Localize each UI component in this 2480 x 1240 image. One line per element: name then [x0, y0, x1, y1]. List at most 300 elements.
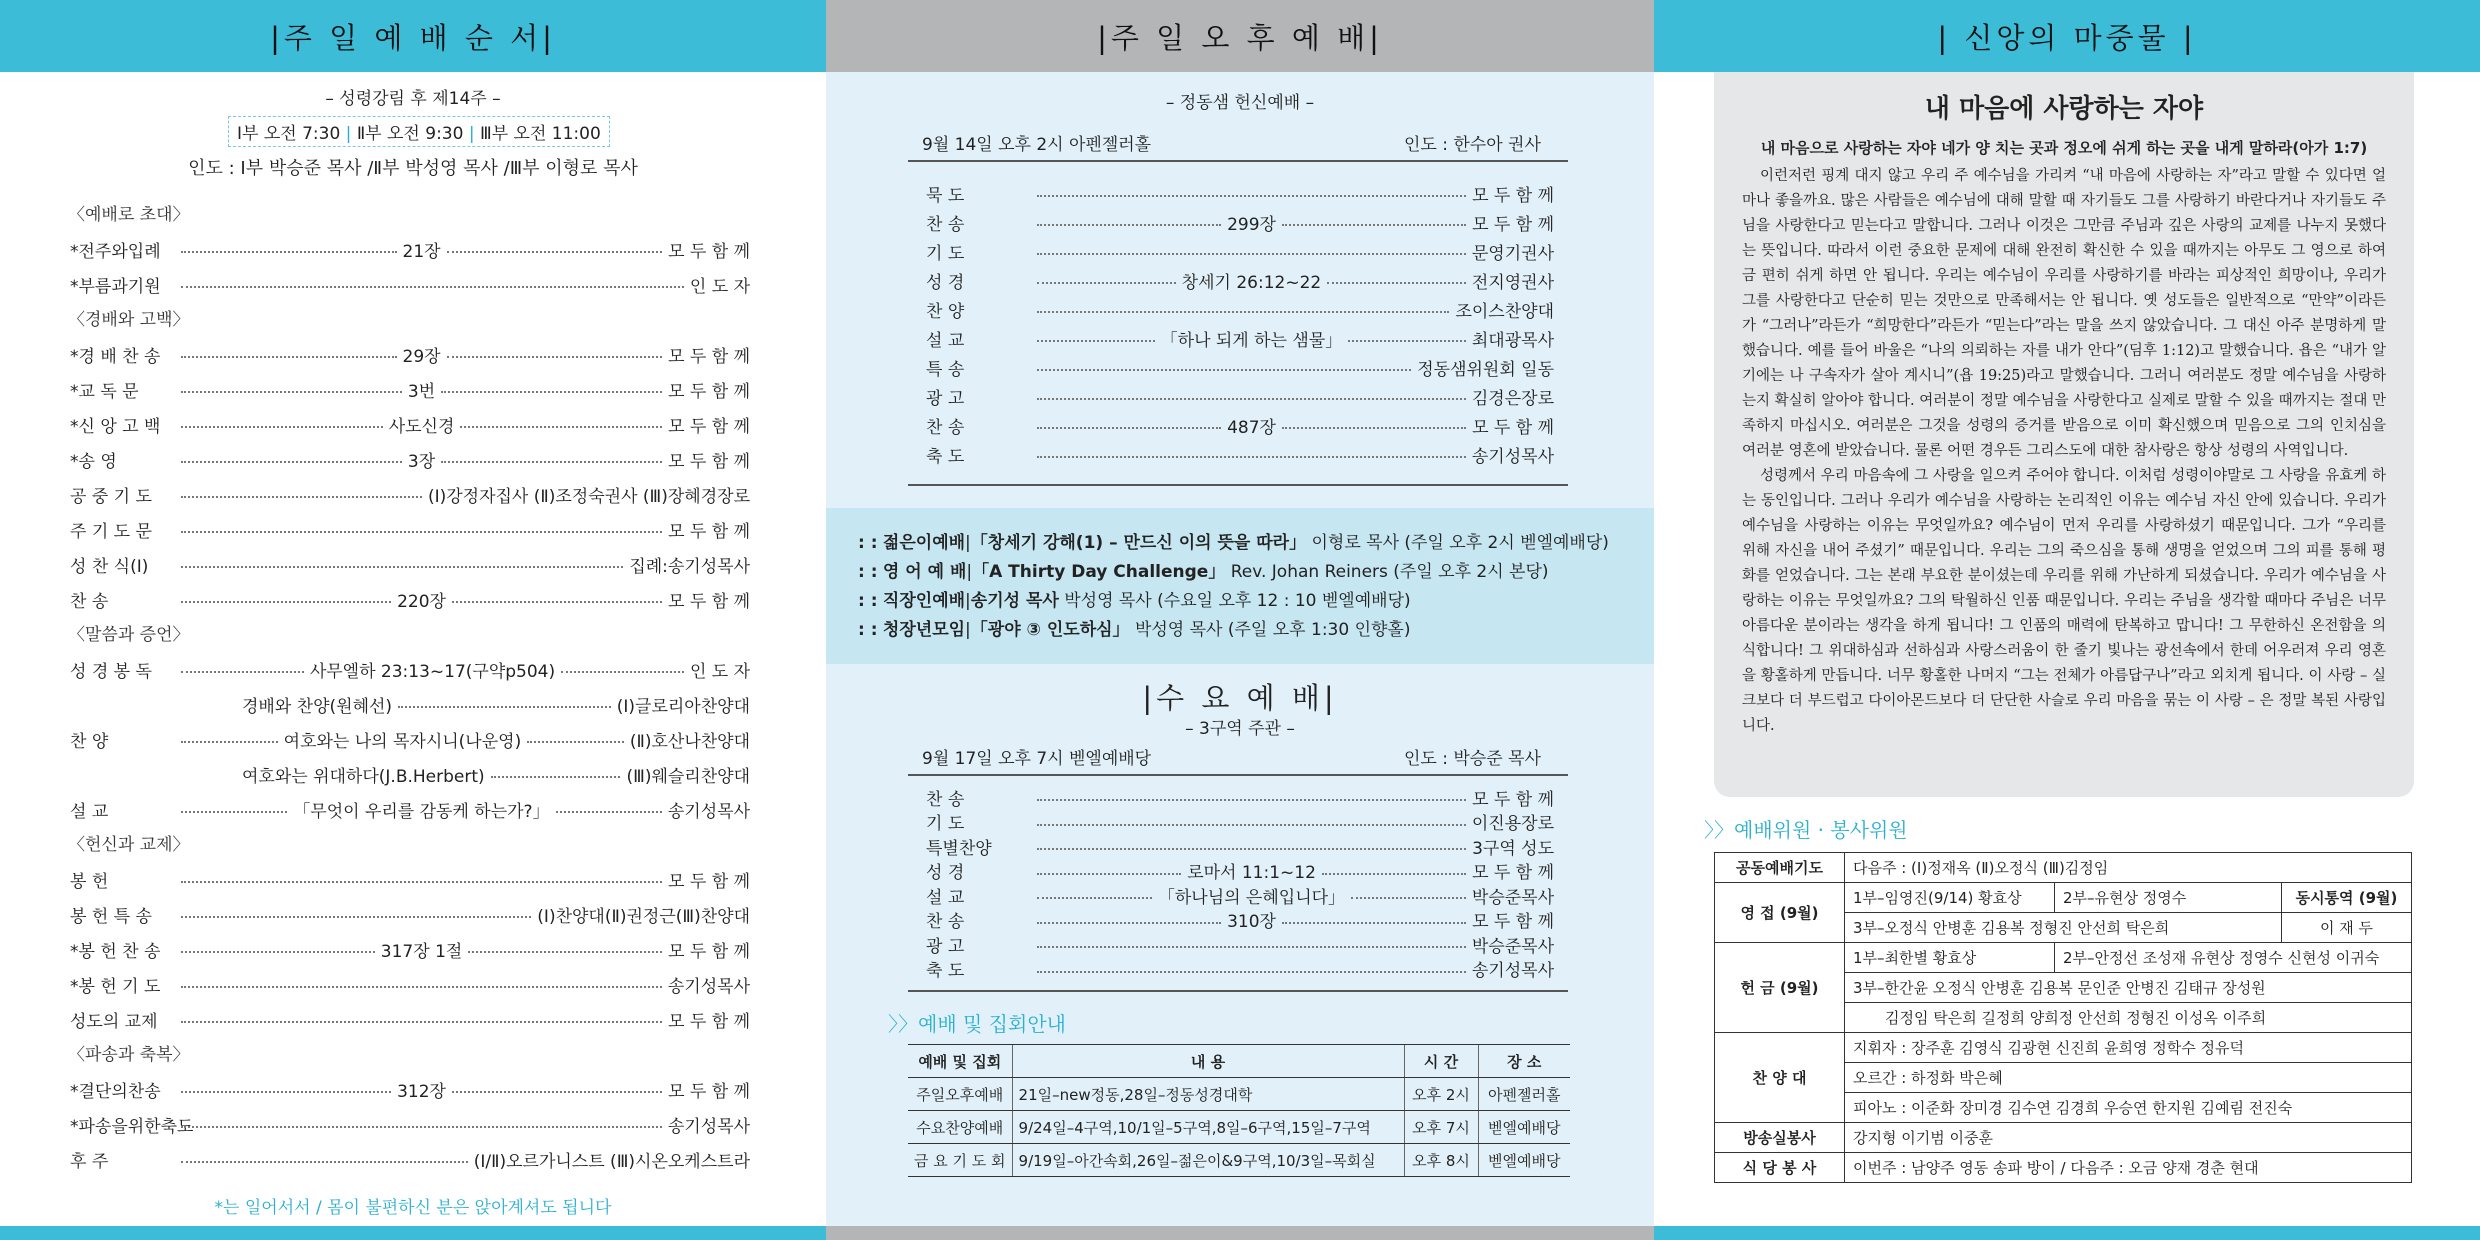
order-row — [70, 376, 750, 402]
table-row — [1715, 943, 2412, 973]
notice-item — [858, 586, 1411, 611]
dot-leader — [181, 566, 623, 568]
dot-leader — [1348, 340, 1466, 342]
order-label: 봉 헌 — [70, 871, 109, 892]
order-person: 모 두 함 께 — [1472, 214, 1554, 235]
staff-value: 김정임 탁은희 길정희 양희정 안선희 정형진 이성옥 이주희 — [1845, 1003, 2412, 1033]
order-value: 220장 — [397, 591, 446, 612]
dot-leader — [527, 741, 624, 743]
order-row — [70, 411, 750, 437]
dot-leader — [447, 356, 663, 358]
table-row — [1715, 1123, 2412, 1153]
dot-leader — [181, 811, 287, 813]
order-label: *결단의찬송 — [70, 1081, 161, 1102]
guide-cell: 9/19일–아간속회,26일–젊은이&9구역,10/3일–목회실 — [1012, 1144, 1404, 1177]
staff-label: 영 접 (9월) — [1715, 883, 1845, 943]
dot-leader — [1037, 873, 1181, 875]
time-separator: | — [345, 124, 352, 144]
staff-value: 강지형 이기범 이중훈 — [1845, 1123, 2412, 1153]
afternoon-worship-column — [826, 0, 1654, 1240]
dot-leader — [181, 286, 684, 288]
order-person: 송기성목사 — [667, 976, 750, 997]
staff-value: 이 재 두 — [2282, 913, 2412, 943]
dot-leader — [181, 531, 662, 533]
afternoon-leader: 인도 : 한수아 권사 — [1404, 135, 1541, 155]
order-label: 찬 송 — [926, 214, 965, 235]
wednesday-date: 9월 17일 오후 7시 벧엘예배당 — [922, 749, 1152, 769]
order-person: 인 도 자 — [689, 661, 751, 682]
dot-leader — [181, 461, 402, 463]
order-row — [70, 481, 750, 507]
guide-header: 장 소 — [1478, 1045, 1570, 1078]
dot-leader — [441, 391, 662, 393]
service-leaders: 인도 : Ⅰ부 박승준 목사 /Ⅱ부 박성영 목사 /Ⅲ부 이형로 목사 — [188, 158, 638, 179]
order-row — [926, 956, 1554, 982]
divider — [908, 484, 1568, 486]
table-row — [1715, 1033, 2412, 1063]
order-row — [70, 551, 750, 577]
order-person: (Ⅰ)강정자집사 (Ⅱ)조정숙권사 (Ⅲ)장혜경장로 — [427, 486, 750, 507]
order-row — [70, 1146, 750, 1172]
notice-prefix: : : — [858, 533, 878, 553]
order-person: (Ⅱ)호산나찬양대 — [629, 731, 751, 752]
dot-leader — [491, 776, 621, 778]
dot-leader — [1351, 897, 1466, 899]
order-person: 박승준목사 — [1471, 887, 1555, 908]
order-label: 공 중 기 도 — [70, 486, 152, 507]
worship-order-column — [0, 0, 826, 1240]
order-label: 찬 송 — [70, 591, 109, 612]
standing-note: *는 일어서서 / 몸이 불편하신 분은 앉아계셔도 됩니다 — [214, 1198, 612, 1218]
order-row — [926, 907, 1554, 933]
dot-leader — [556, 811, 662, 813]
notice-prefix: : : — [858, 562, 878, 582]
staff-label: 방송실봉사 — [1715, 1123, 1845, 1153]
dot-leader — [460, 426, 662, 428]
order-person: 모 두 함 께 — [668, 871, 750, 892]
dot-leader — [1282, 922, 1466, 924]
order-label: 묵 도 — [926, 185, 965, 206]
devotional-title: | 신앙의 마중물 | — [1654, 0, 2480, 72]
order-label: 성도의 교제 — [70, 1011, 158, 1032]
guide-header: 시 간 — [1404, 1045, 1478, 1078]
footer-bar — [826, 1226, 1654, 1240]
guide-header-row — [908, 1045, 1570, 1078]
order-label: *부름과기원 — [70, 276, 161, 297]
staff-value: 2부–안정선 조성재 유현상 정영수 신현성 이귀숙 — [2055, 943, 2412, 973]
notice-item — [858, 557, 1549, 582]
order-row — [926, 784, 1554, 810]
guide-cell: 수요찬양예배 — [908, 1111, 1012, 1144]
service-time-3: Ⅲ부 오전 11:00 — [479, 124, 601, 144]
dot-leader — [398, 706, 611, 708]
order-value: 경배와 찬양(원혜선) — [242, 696, 393, 717]
order-row — [926, 882, 1554, 908]
order-label: *전주와입례 — [70, 241, 161, 262]
notice-sep: | — [965, 591, 971, 611]
dot-leader — [1037, 311, 1449, 313]
notice-text: 「광야 ③ 인도하심」 — [970, 620, 1130, 640]
order-person: 문영기권사 — [1471, 243, 1554, 264]
staff-table — [1714, 852, 2412, 1183]
order-label: 찬 송 — [926, 912, 965, 932]
order-label: 축 도 — [926, 446, 965, 467]
dot-leader — [1037, 971, 1466, 973]
order-person: 인 도 자 — [689, 276, 750, 297]
order-label: 찬 송 — [926, 789, 965, 810]
notice-item — [858, 528, 1609, 553]
order-row — [70, 236, 750, 262]
staff-label: 헌 금 (9월) — [1715, 943, 1845, 1033]
table-row — [1715, 883, 2412, 913]
order-person: 송기성목사 — [1471, 961, 1554, 981]
staff-value: 피아노 : 이준화 장미경 김수연 김경희 우승연 한지원 김예림 전진숙 — [1845, 1093, 2412, 1123]
order-row — [926, 412, 1554, 438]
order-value: 487장 — [1227, 417, 1276, 438]
guide-cell: 오후 7시 — [1404, 1111, 1478, 1144]
order-person: (Ⅰ)글로리아찬양대 — [616, 696, 750, 717]
dot-leader — [1037, 369, 1411, 371]
order-value: 3장 — [407, 451, 436, 472]
dot-leader — [1322, 873, 1466, 875]
order-person: 모 두 함 께 — [668, 941, 751, 962]
dot-leader — [1282, 427, 1466, 429]
dot-leader — [181, 1091, 391, 1093]
dot-leader — [181, 986, 662, 988]
notice-text: 「창세기 강해(1) – 만드신 이의 뜻을 따라」 — [970, 533, 1307, 553]
order-person: 정동샘위원회 일동 — [1417, 359, 1554, 380]
notice-text: 송기성 목사 — [970, 591, 1059, 611]
order-row — [70, 761, 750, 787]
dot-leader — [181, 391, 402, 393]
notice-name: 영 어 예 배 — [882, 562, 967, 582]
order-label: 기 도 — [926, 243, 965, 264]
order-person: 집례:송기성목사 — [629, 556, 750, 577]
order-value: 317장 1절 — [380, 941, 463, 962]
notice-text: 「A Thirty Day Challenge」 — [972, 562, 1226, 582]
guide-header: 예배 및 집회 — [908, 1045, 1012, 1078]
table-row — [1715, 1153, 2412, 1183]
order-label: *신 앙 고 백 — [70, 416, 161, 437]
order-person: 모 두 함 께 — [1472, 789, 1554, 810]
order-label: *교 독 문 — [70, 381, 139, 402]
section-offering: 〈헌신과 교제〉 — [68, 835, 190, 855]
table-row — [908, 1111, 1570, 1144]
notice-prefix: : : — [858, 620, 878, 640]
order-label: *경 배 찬 송 — [70, 346, 161, 367]
order-value: 여호와는 나의 목자시니(나운영) — [283, 731, 522, 752]
order-value: 「하나님의 은혜입니다」 — [1157, 887, 1346, 908]
order-person: 3구역 성도 — [1472, 838, 1554, 859]
service-times — [228, 116, 610, 147]
dot-leader — [181, 1021, 662, 1023]
order-person: 모 두 함 께 — [1472, 863, 1555, 883]
order-label: 찬 양 — [926, 301, 965, 322]
dot-leader — [181, 881, 662, 883]
order-value: 312장 — [397, 1081, 446, 1102]
dot-leader — [181, 1126, 662, 1128]
divider — [908, 160, 1568, 162]
order-label: *파송을위한축도 — [70, 1116, 194, 1137]
dot-leader — [1037, 922, 1221, 924]
order-row — [926, 325, 1554, 351]
dot-leader — [441, 461, 662, 463]
order-row — [70, 516, 750, 542]
dot-leader — [1037, 946, 1466, 948]
guide-cell: 금 요 기 도 회 — [908, 1144, 1012, 1177]
order-row — [70, 936, 750, 962]
staff-value: 1부–임영진(9/14) 황효상 — [1845, 883, 2055, 913]
order-label: 광 고 — [926, 388, 965, 409]
staff-value: 지휘자 : 장주훈 김영식 김광현 신진희 윤희영 정학수 정유덕 — [1845, 1033, 2412, 1063]
order-person: (Ⅰ/Ⅱ)오르가니스트 (Ⅲ)시온오케스트라 — [473, 1151, 750, 1172]
notice-sep: | — [965, 620, 971, 640]
table-row — [1715, 853, 2412, 883]
dot-leader — [1037, 427, 1221, 429]
section-worship: 〈경배와 고백〉 — [68, 310, 190, 330]
guide-cell: 벧엘예배당 — [1478, 1111, 1570, 1144]
guide-title: 〉〉예배 및 집회안내 — [888, 1012, 1066, 1036]
dot-leader — [1037, 224, 1221, 226]
order-person: 모 두 함 께 — [668, 241, 750, 262]
wednesday-subtitle: – 3구역 주관 – — [1185, 719, 1295, 739]
service-time-2: Ⅱ부 오전 9:30 — [356, 124, 464, 144]
order-row — [926, 383, 1554, 409]
table-row — [908, 1078, 1570, 1111]
staff-value: 오르간 : 하정화 박은혜 — [1845, 1063, 2412, 1093]
notice-detail: 박성영 목사 (주일 오후 1:30 인향홀) — [1134, 620, 1411, 640]
notice-detail: 박성영 목사 (수요일 오후 12 : 10 벧엘예배당) — [1064, 591, 1411, 611]
staff-value: 3부–오정식 안병훈 김용복 정형진 안선희 탁은희 — [1845, 913, 2282, 943]
order-person: 모 두 함 께 — [1472, 912, 1554, 932]
guide-header: 내 용 — [1012, 1045, 1404, 1078]
guide-cell: 오후 8시 — [1404, 1144, 1478, 1177]
staff-value: 이번주 : 남양주 영동 송파 방이 / 다음주 : 오금 양재 경춘 현대 — [1845, 1153, 2412, 1183]
dot-leader — [1282, 224, 1466, 226]
dot-leader — [181, 426, 383, 428]
notice-name: 청장년모임 — [882, 620, 966, 640]
order-row — [70, 1006, 750, 1032]
order-value: 사도신경 — [388, 416, 455, 437]
order-person: 김경은장로 — [1471, 388, 1554, 409]
order-person: 송기성목사 — [667, 1116, 750, 1137]
notice-name: 직장인예배 — [882, 591, 966, 611]
order-row — [70, 866, 750, 892]
wednesday-leader: 인도 : 박승준 목사 — [1404, 749, 1541, 769]
order-row — [70, 971, 750, 997]
order-value: 3번 — [407, 381, 436, 402]
order-label: 기 도 — [926, 814, 965, 834]
guide-cell: 오후 2시 — [1404, 1078, 1478, 1111]
order-person: 송기성목사 — [1471, 446, 1554, 467]
notice-item — [858, 615, 1410, 640]
order-row — [926, 931, 1554, 957]
service-time-1: Ⅰ부 오전 7:30 — [237, 124, 341, 144]
order-label: 특 송 — [926, 359, 965, 380]
dot-leader — [181, 951, 375, 953]
guide-cell: 21일–new정동,28일–정동성경대학 — [1012, 1078, 1404, 1111]
order-person: 모 두 함 께 — [668, 381, 750, 402]
guide-cell: 아펜젤러홀 — [1478, 1078, 1570, 1111]
order-row — [926, 833, 1554, 859]
order-value: 사무엘하 23:13~17(구약p504) — [309, 661, 556, 682]
order-label: 성 찬 식(Ⅰ) — [70, 556, 149, 577]
staff-value: 3부–한간윤 오정식 안병훈 김용복 문인준 안병진 김태규 장성원 — [1845, 973, 2412, 1003]
order-row — [926, 267, 1554, 293]
order-label: 성 경 — [926, 863, 965, 883]
order-row — [70, 1111, 750, 1137]
order-label: 설 교 — [70, 801, 109, 822]
guide-cell: 주일오후예배 — [908, 1078, 1012, 1111]
dot-leader — [452, 1091, 662, 1093]
order-row — [926, 354, 1554, 380]
dot-leader — [181, 356, 397, 358]
dot-leader — [1037, 848, 1466, 850]
order-label: 특별찬양 — [926, 838, 992, 859]
notice-prefix: : : — [858, 591, 878, 611]
order-label: 축 도 — [926, 961, 965, 981]
dot-leader — [1037, 398, 1466, 400]
order-row — [70, 586, 750, 612]
notice-name: 젊은이예배 — [882, 533, 966, 553]
notice-sep: | — [966, 562, 973, 582]
order-person: 모 두 함 께 — [1472, 417, 1554, 438]
order-person: 전지영권사 — [1471, 272, 1555, 293]
essay-paragraph-1: 이런저런 핑계 대지 않고 우리 주 예수님을 가리켜 “내 마음에 사랑하는 자”라고 말할 수 있다면 얼마나 좋을까요. 많은 사람들은 예수님에 대해 말할 때 자기들도 그를 사랑하기 바란다거나 자기들도 주님을 사랑한다고 믿는다고 말합니다. 그러나 이것은 그만큼 주님과 깊은 사랑의 교제를 나누지 못했다는 뜻입니다. 따라서 이런 중요한 문제에 대해 완전히 확신한 수 있을 때까지는 아무도 그 영으로 하여금 편히 쉬게 하면 안 됩니다. 우리는 예수님이 우리를 사랑하기를 바라는 피상적인 희망이나, 우리가 그를 사랑한다고 단순히 믿는 것만으로 만족해서는 안 됩니다. 옛 성도들은 일반적으로 “만약”이라든가 “그러나”라든가 “희망한다”라든가 “믿는다”라는 말을 쓰지 않았습니다. 그 대신 아주 분명하게 말했습니다. 예를 들어 바울은 “나의 의뢰하는 자를 내가 안다”(딤후 1:12)고 말했습니다. 욥은 “내가 알기에는 나 구속자가 살아 계시니”(욥 19:25)라고 말했습니다. 그러니 여러분도 정말 예수님을 사랑하는지 확실히 알아야 합니다. 여러분이 정말 예수님을 사랑한다고 실제로 말할 수 있을 때까지는 절대 만족하지 마십시오. 여러분은 그것을 성령의 증거를 받음으로 이미 확신했으며 믿음으로 그의 인치심을 여러분 영혼에 받았습니다. 물론 어떤 경우든 그리스도에 대한 참사랑은 항상 성령의 사역입니다. — [1742, 168, 2386, 459]
afternoon-worship-title: |주 일 오 후 예 배| — [826, 0, 1654, 72]
order-row — [70, 726, 750, 752]
order-row — [70, 691, 750, 717]
order-row — [70, 901, 750, 927]
table-row — [908, 1144, 1570, 1177]
staff-value: 2부–유현상 정영수 — [2055, 883, 2282, 913]
staff-label: 식 당 봉 사 — [1715, 1153, 1845, 1183]
afternoon-subtitle: – 정동샘 헌신예배 – — [1165, 93, 1315, 113]
order-value: 「하나 되게 하는 샘물」 — [1160, 330, 1343, 351]
order-person: (Ⅰ)찬양대(Ⅱ)권정근(Ⅲ)찬양대 — [537, 906, 750, 927]
dot-leader — [181, 741, 278, 743]
footer-bar — [0, 1226, 826, 1240]
staff-label: 찬 양 대 — [1715, 1033, 1845, 1123]
order-row — [926, 180, 1554, 206]
dot-leader — [181, 1161, 468, 1163]
essay-paragraph-2: 성령께서 우리 마음속에 그 사랑을 일으켜 주어야 합니다. 이처럼 성령이야말로 그 사랑을 유효케 하는 동인입니다. 그러나 우리가 예수님을 사랑하는 논리적인 이유는 예수님 자신 안에 있습니다. 우리가 예수님을 사랑하는 이유는 무엇일까요? 예수님이 먼저 우리를 사랑하셨기 때문입니다. 그가 “우리를 위해 자신을 내어 주셨기” 때문입니다. 우리는 그의 죽으심을 통해 생명을 얻었으며 그의 피를 통해 평화를 얻었습니다. 그는 본래 부요한 분이셨는데 우리를 위해 가난하게 되셨습니다. 우리가 예수님을 사랑하는 이유는 무엇일까요? 그의 탁월하신 인품 때문입니다. 우리는 주님을 생각할 때마다 주님은 너무 아름다운 분이라는 생각을 하게 됩니다! 그 인품의 매력에 탄복하고 맙니다! 그 무한하신 온전함을 의식합니다! 그 위대하심과 선하심과 사랑스러움이 한 줄기 빛나는 광선속에서 한데 어우러져 우리 영혼을 황홀하게 만듭니다. 너무 황홀한 나머지 “그는 전체가 아름답구나”라고 외치게 됩니다. 이 사랑 – 실크보다 더 부드럽고 다이아몬드보다 더 단단한 사슬로 우리 마음을 묶는 이 사랑 – 은 정말 복된 사랑입니다. — [1742, 468, 2386, 734]
order-row — [926, 809, 1554, 835]
dot-leader — [1037, 824, 1466, 826]
section-word: 〈말씀과 증언〉 — [68, 625, 190, 645]
dot-leader — [1037, 282, 1176, 284]
dot-leader — [181, 601, 391, 603]
order-row — [70, 796, 750, 822]
order-row — [926, 209, 1554, 235]
order-person: 모 두 함 께 — [668, 346, 750, 367]
order-row — [926, 858, 1554, 884]
staff-value: 1부–최한별 황효상 — [1845, 943, 2055, 973]
order-person: 조이스찬양대 — [1455, 301, 1554, 322]
order-label: 광 고 — [926, 936, 965, 957]
worship-order-title: |주 일 예 배 순 서| — [0, 0, 826, 72]
order-row — [70, 656, 750, 682]
dot-leader — [181, 496, 422, 498]
dot-leader — [561, 671, 684, 673]
order-value: 299장 — [1227, 214, 1276, 235]
order-label: 후 주 — [70, 1151, 109, 1172]
order-label: 성 경 봉 독 — [70, 661, 152, 682]
order-row — [70, 446, 750, 472]
order-row — [926, 238, 1554, 264]
order-person: 송기성목사 — [667, 801, 750, 822]
order-person: (Ⅲ)웨슬리찬양대 — [626, 766, 750, 787]
dot-leader — [468, 951, 662, 953]
section-invitation: 〈예배로 초대〉 — [68, 205, 190, 225]
order-label: 설 교 — [926, 887, 965, 908]
staff-label: 동시통역 (9월) — [2282, 883, 2412, 913]
order-row — [70, 271, 750, 297]
dot-leader — [181, 671, 304, 673]
order-row — [70, 1076, 750, 1102]
divider — [908, 990, 1568, 992]
order-person: 모 두 함 께 — [1472, 185, 1554, 206]
devotional-column — [1654, 0, 2480, 1240]
order-value: 로마서 11:1~12 — [1187, 863, 1316, 883]
week-label: – 성령강림 후 제14주 – — [325, 89, 501, 109]
dot-leader — [181, 251, 397, 253]
order-label: 설 교 — [926, 330, 965, 351]
order-label: *봉 헌 찬 송 — [70, 941, 161, 962]
essay-verse: 내 마음으로 사랑하는 자야 네가 양 치는 곳과 정오에 쉬게 하는 곳을 내게 말하라(아가 1:7) — [1760, 139, 2368, 157]
order-value: 29장 — [402, 346, 441, 367]
wednesday-title: |수 요 예 배| — [1142, 681, 1338, 715]
order-label: 찬 양 — [70, 731, 109, 752]
order-person: 이진용장로 — [1471, 814, 1554, 834]
essay-title: 내 마음에 사랑하는 자야 — [1924, 94, 2204, 124]
order-value: 21장 — [402, 241, 441, 262]
order-person: 최대광목사 — [1471, 330, 1554, 351]
dot-leader — [1037, 253, 1466, 255]
order-person: 모 두 함 께 — [668, 1011, 750, 1032]
order-value: 여호와는 위대하다(J.B.Herbert) — [242, 766, 485, 787]
order-row — [926, 441, 1554, 467]
notice-panel — [826, 508, 1654, 664]
order-label: 찬 송 — [926, 417, 965, 438]
notice-sep: | — [965, 533, 971, 553]
order-person: 모 두 함 께 — [668, 451, 750, 472]
order-row — [926, 296, 1554, 322]
dot-leader — [1037, 799, 1466, 801]
guide-table — [908, 1044, 1570, 1177]
guide-cell: 벧엘예배당 — [1478, 1144, 1570, 1177]
order-label: *봉 헌 기 도 — [70, 976, 161, 997]
order-person: 모 두 함 께 — [668, 521, 750, 542]
staff-title: 〉〉예배위원 · 봉사위원 — [1704, 818, 1908, 842]
dot-leader — [1037, 897, 1152, 899]
essay-panel — [1714, 72, 2414, 797]
order-label: 봉 헌 특 송 — [70, 906, 152, 927]
dot-leader — [452, 601, 662, 603]
afternoon-date: 9월 14일 오후 2시 아펜젤러홀 — [922, 135, 1152, 155]
notice-detail: 이형로 목사 (주일 오후 2시 벧엘예배당) — [1311, 533, 1609, 553]
dot-leader — [447, 251, 663, 253]
order-person: 모 두 함 께 — [668, 591, 750, 612]
dot-leader — [1037, 340, 1155, 342]
order-value: 창세기 26:12~22 — [1181, 272, 1322, 293]
order-person: 박승준목사 — [1471, 936, 1554, 957]
divider — [908, 774, 1568, 776]
order-row — [70, 341, 750, 367]
dot-leader — [1327, 282, 1466, 284]
footer-bar — [1654, 1226, 2480, 1240]
order-value: 「무엇이 우리를 감동케 하는가?」 — [293, 801, 550, 822]
